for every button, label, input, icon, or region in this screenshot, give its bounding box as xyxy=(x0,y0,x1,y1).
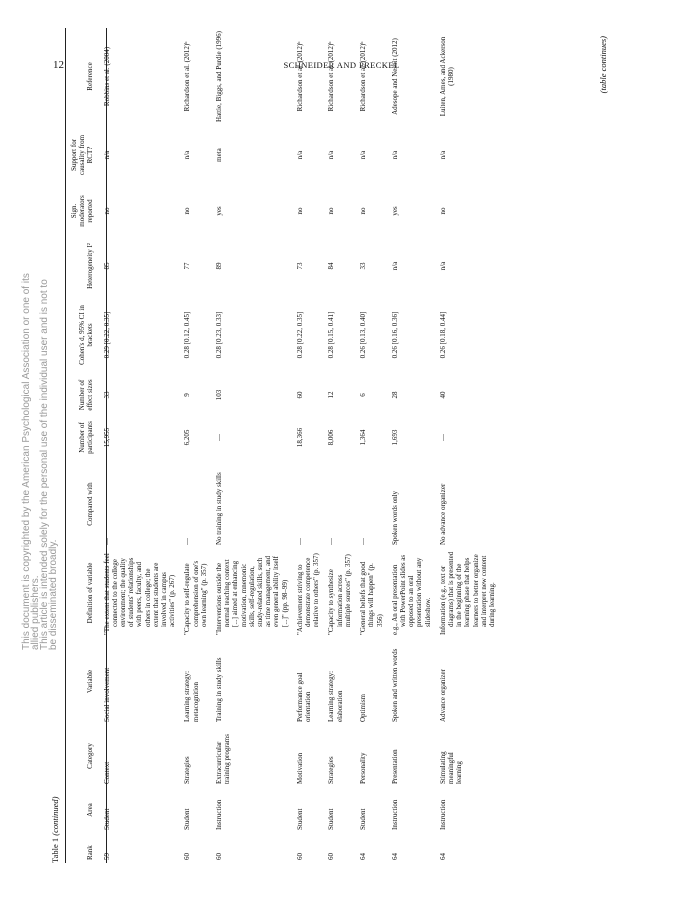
table-header xyxy=(68,28,99,863)
cell-effect-sizes: 12 xyxy=(327,391,336,399)
cell-reference: Richardson et al. (2012)ᵇ xyxy=(183,41,192,112)
cell-heterogeneity: 73 xyxy=(295,262,304,270)
col-header-cohens-d: Cohen's d, 95% CI in brackets xyxy=(78,305,95,365)
table-row xyxy=(435,28,499,863)
table-caption xyxy=(50,797,60,863)
cell-reference: Richardson et al. (2012)ᵇ xyxy=(359,41,368,112)
col-header-heterogeneity: Heterogeneity I² xyxy=(86,243,95,289)
table-row xyxy=(323,28,355,863)
cell-category: Presentation xyxy=(390,749,399,784)
cell-rank: 60 xyxy=(295,853,304,860)
cell-effect-sizes: 33 xyxy=(102,391,111,399)
col-header-effect-sizes: Number of effect sizes xyxy=(78,379,95,411)
cell-rank: 60 xyxy=(215,853,224,860)
cell-category: Stimulating meaningful learning xyxy=(438,751,464,784)
cell-rank: 60 xyxy=(327,853,336,860)
cell-participants: 8,006 xyxy=(327,429,336,446)
cell-category: Strategies xyxy=(327,756,336,784)
table-label: Table 1 xyxy=(50,837,60,863)
cell-variable: Training in study skills xyxy=(215,657,224,722)
cell-causality: n/a xyxy=(295,150,304,160)
col-header-compared: Compared with xyxy=(86,482,95,526)
cell-heterogeneity: 85 xyxy=(102,262,111,270)
cell-moderators: yes xyxy=(215,206,224,216)
cell-heterogeneity: n/a xyxy=(390,261,399,271)
cell-area: Instruction xyxy=(215,799,224,830)
cell-participants: 18,366 xyxy=(295,427,304,448)
cell-causality: n/a xyxy=(327,150,336,160)
page-number: 12 xyxy=(53,59,64,71)
cell-rank: 60 xyxy=(183,853,192,860)
cell-area: Instruction xyxy=(438,799,447,830)
cell-cohens-d: 0.26 [0.16, 0.36] xyxy=(390,311,399,359)
cell-category: Personality xyxy=(359,752,368,784)
cell-definition: e.g., An oral presentation with PowerPoint slides as opposed to an oral presentation without any slideshow. xyxy=(390,554,432,635)
cell-variable: Optimism xyxy=(359,693,368,722)
cell-moderators: no xyxy=(183,207,192,215)
cell-definition: "Interventions outside the normal teaching context [...] aimed at enhancing motivation, mnemonic skills, self-regulation, study-related skills, such as time management, and even general ability itself [...]" (pp. 98–99) xyxy=(215,555,289,635)
cell-heterogeneity: n/a xyxy=(438,261,447,271)
cell-area: Student xyxy=(327,808,336,830)
cell-moderators: no xyxy=(295,207,304,215)
cell-heterogeneity: 33 xyxy=(359,262,368,270)
cell-definition: "The extent that students feel connected to the college environment; the quality of students' relationships with peers, faculty, and others in college; the extent that students are involved in campus activities" (p. 267) xyxy=(102,553,177,635)
data-table xyxy=(68,28,499,863)
cell-cohens-d: 0.28 [0.12, 0.45] xyxy=(183,311,192,359)
cell-cohens-d: 0.26 [0.13, 0.40] xyxy=(359,311,368,359)
cell-reference: Richardson et al. (2012)ᵇ xyxy=(295,41,304,112)
cell-moderators: no xyxy=(327,207,336,215)
rotated-table xyxy=(50,28,610,863)
cell-moderators: no xyxy=(438,207,447,215)
cell-effect-sizes: 40 xyxy=(438,391,447,399)
cell-area: Student xyxy=(183,808,192,830)
cell-heterogeneity: 77 xyxy=(183,262,192,270)
cell-definition: Information (e.g., text or diagrams) that is presented in the beginning of the learning phase that helps learners to better organize and interpret new content during learning. xyxy=(438,551,496,635)
table-top-rule xyxy=(65,28,66,863)
cell-variable: Spoken and written words xyxy=(390,648,399,722)
cell-definition: "Achievement striving to demonstrate competence relative to others" (p. 357) xyxy=(295,553,321,635)
cell-cohens-d: 0.28 [0.22, 0.35] xyxy=(295,311,304,359)
table-body xyxy=(99,28,500,863)
table-continues-note: (table continues) xyxy=(598,36,608,94)
table-row xyxy=(179,28,211,863)
col-header-definition: Definition of variable xyxy=(86,562,95,624)
cell-area: Student xyxy=(359,808,368,830)
cell-reference: Adesope and Nesbit (2012) xyxy=(390,38,399,115)
cell-area: Student xyxy=(295,808,304,830)
cell-rank: 64 xyxy=(390,853,399,860)
cell-participants: — xyxy=(438,434,447,441)
cell-area: Instruction xyxy=(390,799,399,830)
cell-effect-sizes: 28 xyxy=(390,391,399,399)
col-header-rank: Rank xyxy=(86,845,95,860)
cell-compared: No advance organizer xyxy=(438,483,447,545)
col-header-causality: Support for causality from RCT? xyxy=(70,134,95,176)
cell-variable: Advance organizer xyxy=(438,669,447,722)
cell-compared: No training in study skills xyxy=(215,472,224,545)
cell-rank: 64 xyxy=(359,853,368,860)
cell-variable: Learning strategy: metacognition xyxy=(183,670,200,722)
cell-variable: Social involvement xyxy=(102,667,111,722)
table-row xyxy=(292,28,324,863)
cell-category: Strategies xyxy=(183,756,192,784)
cell-cohens-d: 0.28 [0.15, 0.41] xyxy=(327,311,336,359)
cell-rank: 64 xyxy=(438,853,447,860)
cell-definition: "Capacity to self-regulate comprehension of one's own learning" (p. 357) xyxy=(183,560,208,635)
cell-causality: meta xyxy=(215,148,224,162)
watermark-line-1: This document is copyrighted by the American Psychological Association or one of its allied publishers. xyxy=(21,273,41,650)
cell-causality: n/a xyxy=(390,150,399,160)
cell-category: Motivation xyxy=(295,752,304,784)
cell-moderators: no xyxy=(359,207,368,215)
cell-participants: — xyxy=(215,434,224,441)
cell-effect-sizes: 60 xyxy=(295,391,304,399)
cell-effect-sizes: 9 xyxy=(183,393,192,397)
cell-category: Extracurricular training programs xyxy=(215,734,232,784)
cell-participants: 6,205 xyxy=(183,429,192,446)
cell-reference: Richardson et al. (2012)ᵇ xyxy=(327,41,336,112)
cell-compared: — xyxy=(183,538,192,545)
cell-causality: n/a xyxy=(438,150,447,160)
cell-effect-sizes: 103 xyxy=(215,389,224,401)
cell-participants: 15,955 xyxy=(102,427,111,448)
cell-participants: 1,693 xyxy=(390,429,399,446)
cell-variable: Performance goal orientation xyxy=(295,672,313,722)
col-header-participants: Number of participants xyxy=(78,421,95,454)
cell-causality: n/a xyxy=(183,150,192,160)
cell-definition: "General beliefs that good things will happen" (p. 356) xyxy=(359,561,384,635)
col-header-variable: Variable xyxy=(86,669,95,694)
cell-reference: Hattie, Biggs, and Purdie (1996) xyxy=(215,31,224,122)
cell-compared: — xyxy=(359,538,368,545)
cell-category: Context xyxy=(102,761,111,784)
cell-moderators: no xyxy=(102,207,111,215)
table-row xyxy=(355,28,387,863)
cell-area: Student xyxy=(102,808,111,830)
table-continued-label: (continued) xyxy=(50,796,60,836)
col-header-moderators: Sign. moderators reported xyxy=(70,195,95,227)
running-head: SCHNEIDER AND PRECKEL xyxy=(283,60,400,70)
cell-definition: "Capacity to synthesize information across multiple sources" (p. 357) xyxy=(327,554,352,635)
cell-reference: Luiten, Ames, and Ackerson (1980) xyxy=(438,36,455,117)
col-header-reference: Reference xyxy=(86,62,95,91)
cell-rank: 59 xyxy=(102,853,111,860)
cell-effect-sizes: 6 xyxy=(359,393,368,397)
cell-variable: Learning strategy: elaboration xyxy=(327,670,344,722)
table-row xyxy=(387,28,435,863)
cell-cohens-d: 0.29 [0.22, 0.35] xyxy=(102,311,111,359)
cell-causality: n/a xyxy=(359,150,368,160)
table-row xyxy=(211,28,292,863)
cell-compared: — xyxy=(102,538,111,545)
cell-causality: n/a xyxy=(102,150,111,160)
cell-participants: 1,364 xyxy=(359,429,368,446)
cell-compared: — xyxy=(295,538,304,545)
cell-compared: — xyxy=(327,538,336,545)
cell-cohens-d: 0.28 [0.23, 0.33] xyxy=(215,311,224,359)
cell-heterogeneity: 89 xyxy=(215,262,224,270)
watermark-line-2: This article is intended solely for the personal use of the individual user and is not to be disseminated broadly. xyxy=(39,279,59,650)
copyright-watermark xyxy=(21,270,59,650)
col-header-category: Category xyxy=(86,743,95,769)
cell-reference: Robbins et al. (2004) xyxy=(102,46,111,107)
col-header-area: Area xyxy=(86,803,95,817)
cell-cohens-d: 0.26 [0.18, 0.44] xyxy=(438,311,447,359)
cell-heterogeneity: 84 xyxy=(327,262,336,270)
cell-compared: Spoken words only xyxy=(390,490,399,545)
table-row xyxy=(99,28,180,863)
cell-moderators: yes xyxy=(390,206,399,216)
